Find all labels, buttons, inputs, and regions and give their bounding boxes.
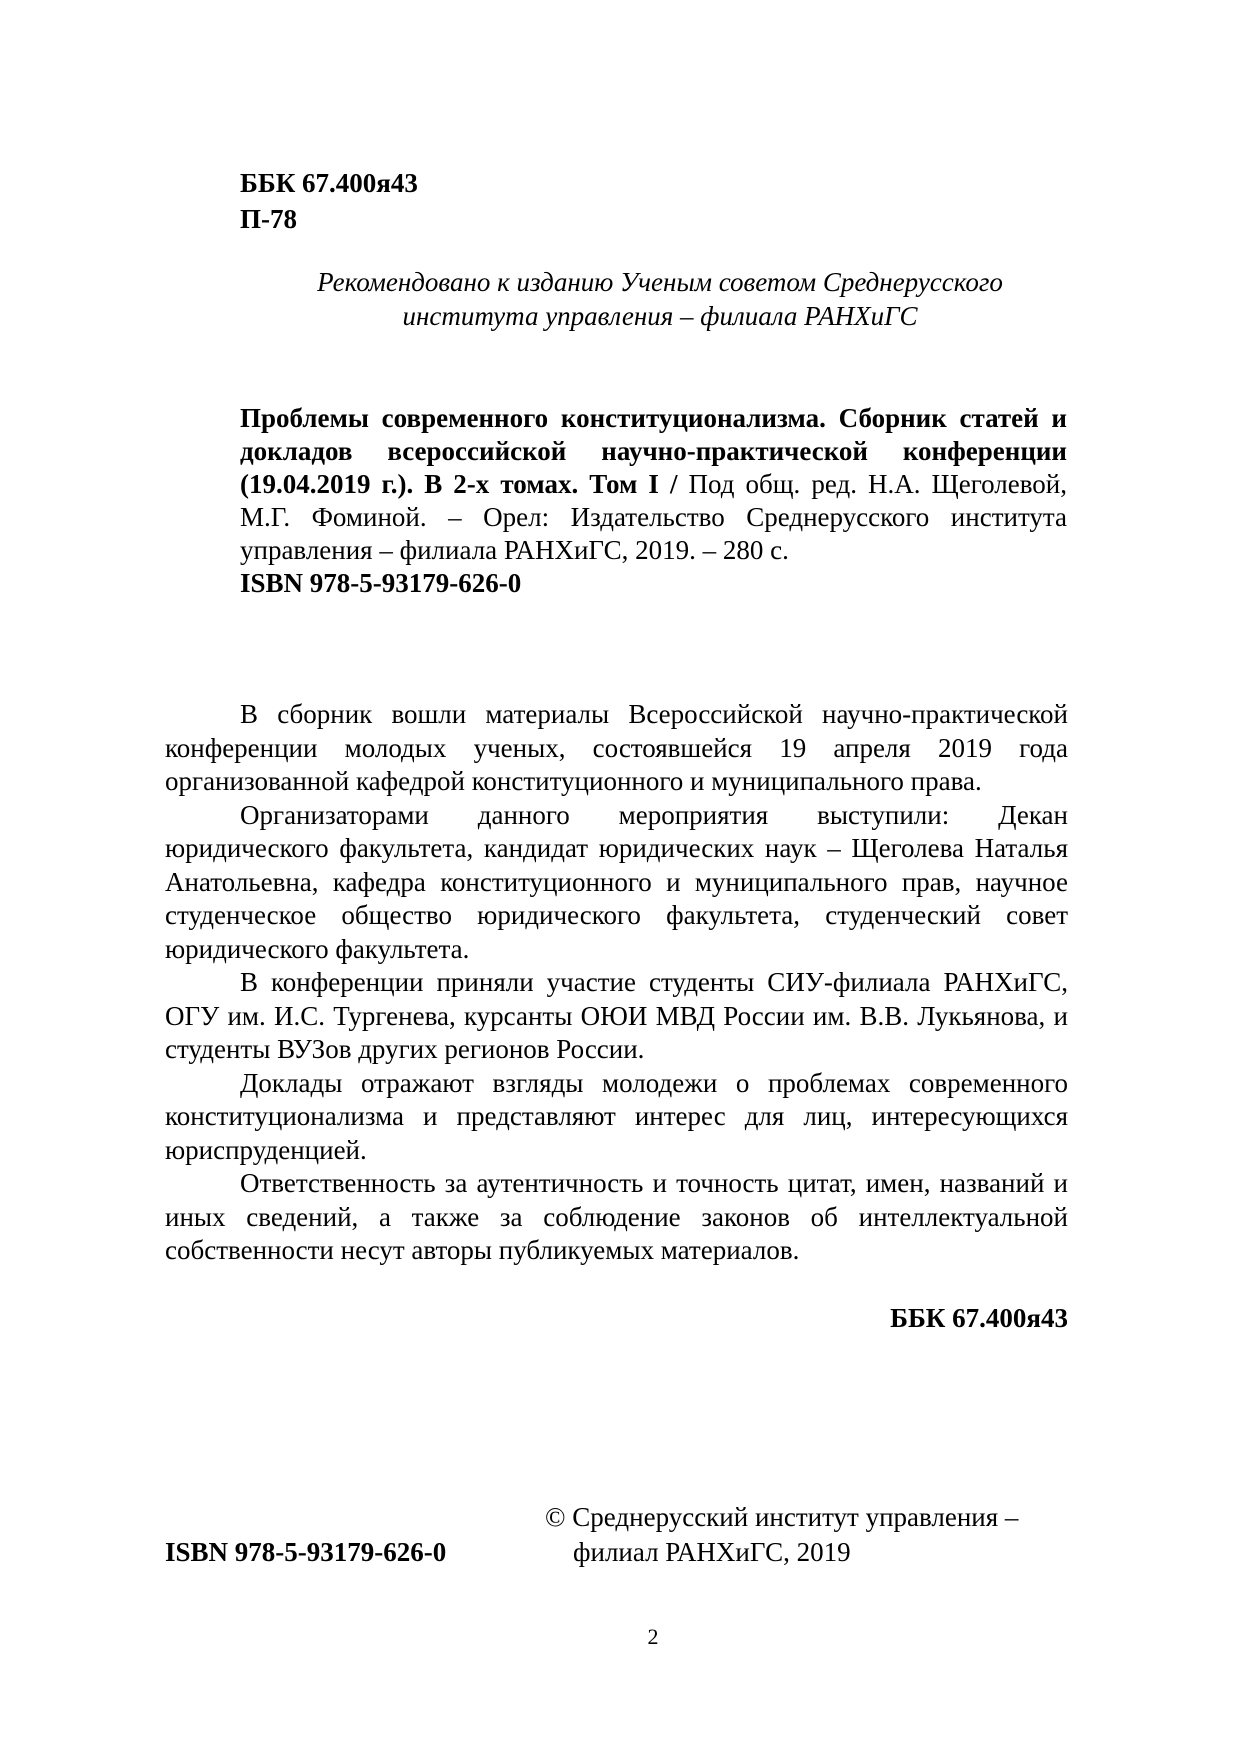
footer-isbn: ISBN 978-5-93179-626-0 — [165, 1537, 447, 1567]
annotation — [165, 698, 1068, 1268]
copyright-line-1: © Среднерусский институт управления – — [545, 1502, 1019, 1532]
recommendation-line-2: института управления – филиала РАНХиГС — [402, 301, 918, 331]
copyright-notice — [545, 1500, 1085, 1570]
publication-recommendation — [250, 265, 1070, 333]
author-mark: П-78 — [240, 204, 297, 234]
annotation-paragraph: В конференции приняли участие студенты СИУ-филиала РАНХиГС, ОГУ им. И.С. Тургенева, курсанты ОЮИ МВД России им. В.В. Лукьянова, и студенты ВУЗов других регионов России. — [165, 967, 1068, 1064]
annotation-paragraph: В сборник вошли материалы Всероссийской научно-практической конференции молодых ученых, состоявшейся 19 апреля 2019 года организованной кафедрой конституционного и муниципального права. — [165, 699, 1068, 796]
recommendation-line-1: Рекомендовано к изданию Ученым советом Среднерусского — [317, 267, 1003, 297]
annotation-paragraph: Доклады отражают взгляды молодежи о проблемах современного конституционализма и представляют интерес для лиц, интересующихся юриспруденцией. — [165, 1067, 1068, 1165]
bbk-bottom: ББК 67.400я43 — [890, 1303, 1068, 1333]
publication-details: Под общ. ред. Н.А. Щеголевой, М.Г. Фоминой. – Орел: Издательство Среднерусского института управления – филиала РАНХиГС, 2019. – 280 с. — [240, 469, 1068, 565]
annotation-paragraph: Ответственность за аутентичность и точность цитат, имен, названий и иных сведений, а также за соблюдение законов об интеллектуальной собственности несут авторы публикуемых материалов. — [165, 1168, 1068, 1265]
record-isbn: ISBN 978-5-93179-626-0 — [240, 568, 522, 598]
page-number: 2 — [647, 1624, 659, 1649]
annotation-paragraph: Организаторами данного мероприятия выступили: Декан юридического факультета, кандидат юридических наук – Щеголева Наталья Анатольевна, кафедра конституционного и муниципального прав, научное студенческое общество юридического факультета, студенческий совет юридического факультета. — [165, 799, 1068, 964]
bbk-code: ББК 67.400я43 — [240, 168, 418, 198]
book-title: Проблемы современного конституционализма. Сборник статей и докладов всероссийской научно-практической конференции (19.04.2019 г.). В 2-х томах. Том I / — [240, 403, 1067, 499]
copyright-line-2: филиал РАНХиГС, 2019 — [573, 1537, 851, 1567]
bibliographic-record — [240, 402, 1067, 600]
bbk-header — [240, 165, 418, 237]
